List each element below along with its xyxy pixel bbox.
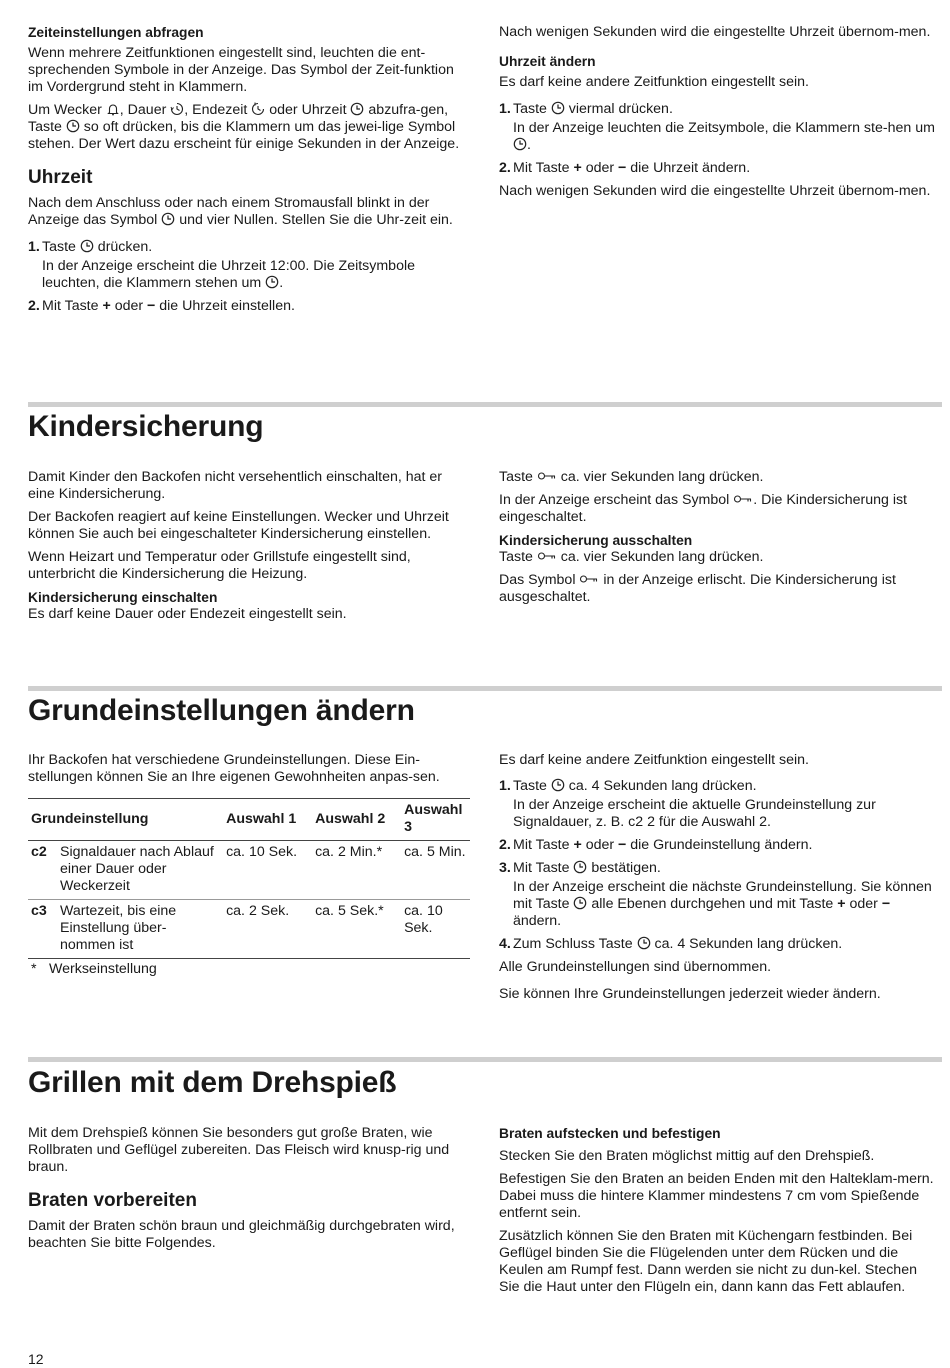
clock-icon [637, 936, 651, 950]
top-right-column [499, 24, 941, 206]
plus-icon: + [102, 298, 111, 314]
paragraph: Befestigen Sie den Braten an beiden Enden mit den Halteklam-mern. Dabei muss die hintere Klammer mindestens 7 cm vom Spießende entfernt sein. [499, 1171, 934, 1221]
step-1-result: In der Anzeige erscheint die aktuelle Grundeinstellung zur Signaldauer, z. B. c2 2 für die Auswahl 2. [513, 797, 876, 830]
step-1: 1. Taste ca. 4 Sekunden lang drücken. [499, 778, 757, 794]
paragraph: Zusätzlich können Sie den Braten mit Küchengarn festbinden. Bei Geflügel binden Sie die Flügelenden unter dem Rücken und die Keulen am Rumpf fest. Dann werden sie nicht zu dun-kel. Stechen Sie die Haut unter den Flügeln ein, dann kann das Fett ablaufen. [499, 1228, 917, 1295]
table-cell: ca. 5 Min. [401, 841, 470, 900]
grund-right-column [499, 752, 941, 1009]
step-4: 4. Zum Schluss Taste ca. 4 Sekunden lang drücken. [499, 936, 843, 952]
table-cell-desc: Wartezeit, bis eine Einstellung über-nommen ist [57, 900, 223, 959]
minus-icon: − [618, 837, 627, 853]
step-1-result: In der Anzeige erscheint die Uhrzeit 12:00. Die Zeitsymbole leuchten, die Klammern stehen um . [42, 258, 416, 291]
paragraph: Es darf keine andere Zeitfunktion eingestellt sein. [499, 752, 809, 768]
step-1: 1. Taste viermal drücken. [499, 101, 673, 117]
paragraph: Nach wenigen Sekunden wird die eingestellte Uhrzeit übernom-men. [499, 24, 931, 40]
paragraph: Wenn Heizart und Temperatur oder Grillstufe eingestellt sind, unterbricht die Kindersicherung die Heizung. [28, 549, 411, 582]
paragraph: Ihr Backofen hat verschiedene Grundeinstellungen. Diese Ein-stellungen können Sie an Ihre eigenen Gewohnheiten anpas-sen. [28, 752, 440, 785]
paragraph: In der Anzeige erscheint das Symbol . Die Kindersicherung ist eingeschaltet. [499, 492, 908, 525]
grund-left-column [28, 752, 470, 978]
heading-kindersicherung-einschalten: Kindersicherung einschalten [28, 590, 218, 605]
paragraph: Alle Grundeinstellungen sind übernommen. [499, 959, 772, 975]
section-rule [28, 402, 942, 407]
duration-icon [170, 102, 184, 116]
heading-braten-aufstecken: Braten aufstecken und befestigen [499, 1126, 721, 1141]
paragraph: Taste ca. vier Sekunden lang drücken. [499, 469, 764, 485]
grill-right-column [499, 1125, 941, 1302]
table-header: Auswahl 2 [312, 799, 401, 841]
plus-icon: + [573, 160, 582, 176]
key-icon [579, 572, 599, 586]
paragraph: Damit Kinder den Backofen nicht versehentlich einschalten, hat er eine Kindersicherung. [28, 469, 443, 502]
table-row [28, 841, 470, 900]
table-header-row [28, 799, 470, 841]
clock-icon [80, 239, 94, 253]
step-2: 2. Mit Taste + oder − die Uhrzeit einstellen. [28, 298, 295, 314]
paragraph: Nach dem Anschluss oder nach einem Stromausfall blinkt in der Anzeige das Symbol und vier Nullen. Stellen Sie die Uhr-zeit ein. [28, 195, 453, 228]
section-title-kindersicherung: Kindersicherung [28, 410, 264, 443]
clock-icon [161, 212, 175, 226]
clock-icon [573, 860, 587, 874]
plus-icon: + [837, 896, 846, 912]
clock-icon [513, 137, 527, 151]
key-icon [733, 492, 753, 506]
paragraph: Der Backofen reagiert auf keine Einstellungen. Wecker und Uhrzeit können Sie auch bei eingeschalteter Kindersicherung einstellen. [28, 509, 449, 542]
kinder-left-column [28, 469, 470, 629]
paragraph: Taste ca. vier Sekunden lang drücken. [499, 549, 764, 565]
section-rule [28, 1057, 942, 1062]
table-cell: ca. 5 Sek.* [312, 900, 401, 959]
kinder-right-column [499, 469, 941, 612]
paragraph: Es darf keine andere Zeitfunktion eingestellt sein. [499, 74, 809, 90]
table-cell: ca. 10 Sek. [401, 900, 470, 959]
paragraph: Nach wenigen Sekunden wird die eingestellte Uhrzeit übernom-men. [499, 183, 931, 199]
table-cell: ca. 10 Sek. [223, 841, 312, 900]
minus-icon: − [881, 896, 891, 912]
step-1: 1. Taste drücken. [28, 239, 153, 255]
table-footnote: * Werkseinstellung [31, 961, 157, 977]
table-cell: ca. 2 Sek. [223, 900, 312, 959]
clock-icon [551, 778, 565, 792]
minus-icon: − [618, 160, 627, 176]
paragraph: Mit dem Drehspieß können Sie besonders gut große Braten, wie Rollbraten und Geflügel zubereiten. Das Fleisch wird knusp-rig und braun. [28, 1125, 450, 1175]
heading-braten-vorbereiten: Braten vorbereiten [28, 1190, 197, 1211]
heading-kindersicherung-ausschalten: Kindersicherung ausschalten [499, 533, 693, 548]
top-left-column [28, 24, 470, 317]
table-cell-desc: Signaldauer nach Ablauf einer Dauer oder Weckerzeit [57, 841, 223, 900]
step-3: 3. Mit Taste bestätigen. [499, 860, 661, 876]
key-icon [537, 549, 557, 563]
key-icon [537, 469, 557, 483]
paragraph: Es darf keine Dauer oder Endezeit eingestellt sein. [28, 606, 347, 622]
step-1-result: In der Anzeige leuchten die Zeitsymbole, die Klammern ste-hen um . [513, 120, 935, 153]
paragraph: Damit der Braten schön braun und gleichmäßig durchgebraten wird, beachten Sie bitte Folgendes. [28, 1218, 455, 1251]
paragraph: Um Wecker , Dauer , Endezeit oder Uhrzeit abzufra-gen, Taste so oft drücken, bis die Klammern um das jewei-lige Symbol stehen. Der Wert dazu erscheint für einige Sekunden in der Anzeige. [28, 102, 460, 152]
minus-icon: − [147, 298, 156, 314]
page-number: 12 [28, 1351, 44, 1367]
clock-icon [350, 102, 364, 116]
heading-uhrzeit-aendern: Uhrzeit ändern [499, 54, 596, 69]
table-header: Auswahl 1 [223, 799, 312, 841]
paragraph: Stecken Sie den Braten möglichst mittig auf den Drehspieß. [499, 1148, 875, 1164]
clock-icon [66, 119, 80, 133]
section-title-grundeinstellungen: Grundeinstellungen ändern [28, 694, 415, 727]
step-2: 2. Mit Taste + oder − die Grundeinstellung ändern. [499, 837, 813, 853]
section-title-grillen: Grillen mit dem Drehspieß [28, 1066, 397, 1099]
grill-left-column [28, 1125, 470, 1258]
clock-icon [265, 275, 279, 289]
table-row [28, 900, 470, 959]
table-cell-code: c2 [28, 841, 57, 900]
grundeinstellungen-table [28, 798, 470, 959]
table-cell-code: c3 [28, 900, 57, 959]
heading-zeiteinstellungen-abfragen: Zeiteinstellungen abfragen [28, 25, 204, 40]
table-header: Grundeinstellung [28, 799, 223, 841]
clock-icon [551, 101, 565, 115]
paragraph: Sie können Ihre Grundeinstellungen jederzeit wieder ändern. [499, 986, 881, 1002]
step-2: 2. Mit Taste + oder − die Uhrzeit ändern. [499, 160, 751, 176]
heading-uhrzeit: Uhrzeit [28, 167, 93, 188]
plus-icon: + [573, 837, 582, 853]
paragraph: Das Symbol in der Anzeige erlischt. Die Kindersicherung ist ausgeschaltet. [499, 572, 896, 605]
endtime-icon [251, 102, 265, 116]
clock-icon [573, 896, 587, 910]
section-rule [28, 686, 942, 691]
bell-icon [106, 102, 120, 116]
table-cell: ca. 2 Min.* [312, 841, 401, 900]
table-header: Auswahl 3 [401, 799, 470, 841]
step-3-result: In der Anzeige erscheint die nächste Grundeinstellung. Sie können mit Taste alle Ebenen durchgehen und mit Taste + oder − ändern. [513, 879, 932, 929]
paragraph: Wenn mehrere Zeitfunktionen eingestellt sind, leuchten die ent-sprechenden Symbole in der Anzeige. Das Symbol der Zeit-funktion im Vordergrund steht in Klammern. [28, 45, 454, 95]
